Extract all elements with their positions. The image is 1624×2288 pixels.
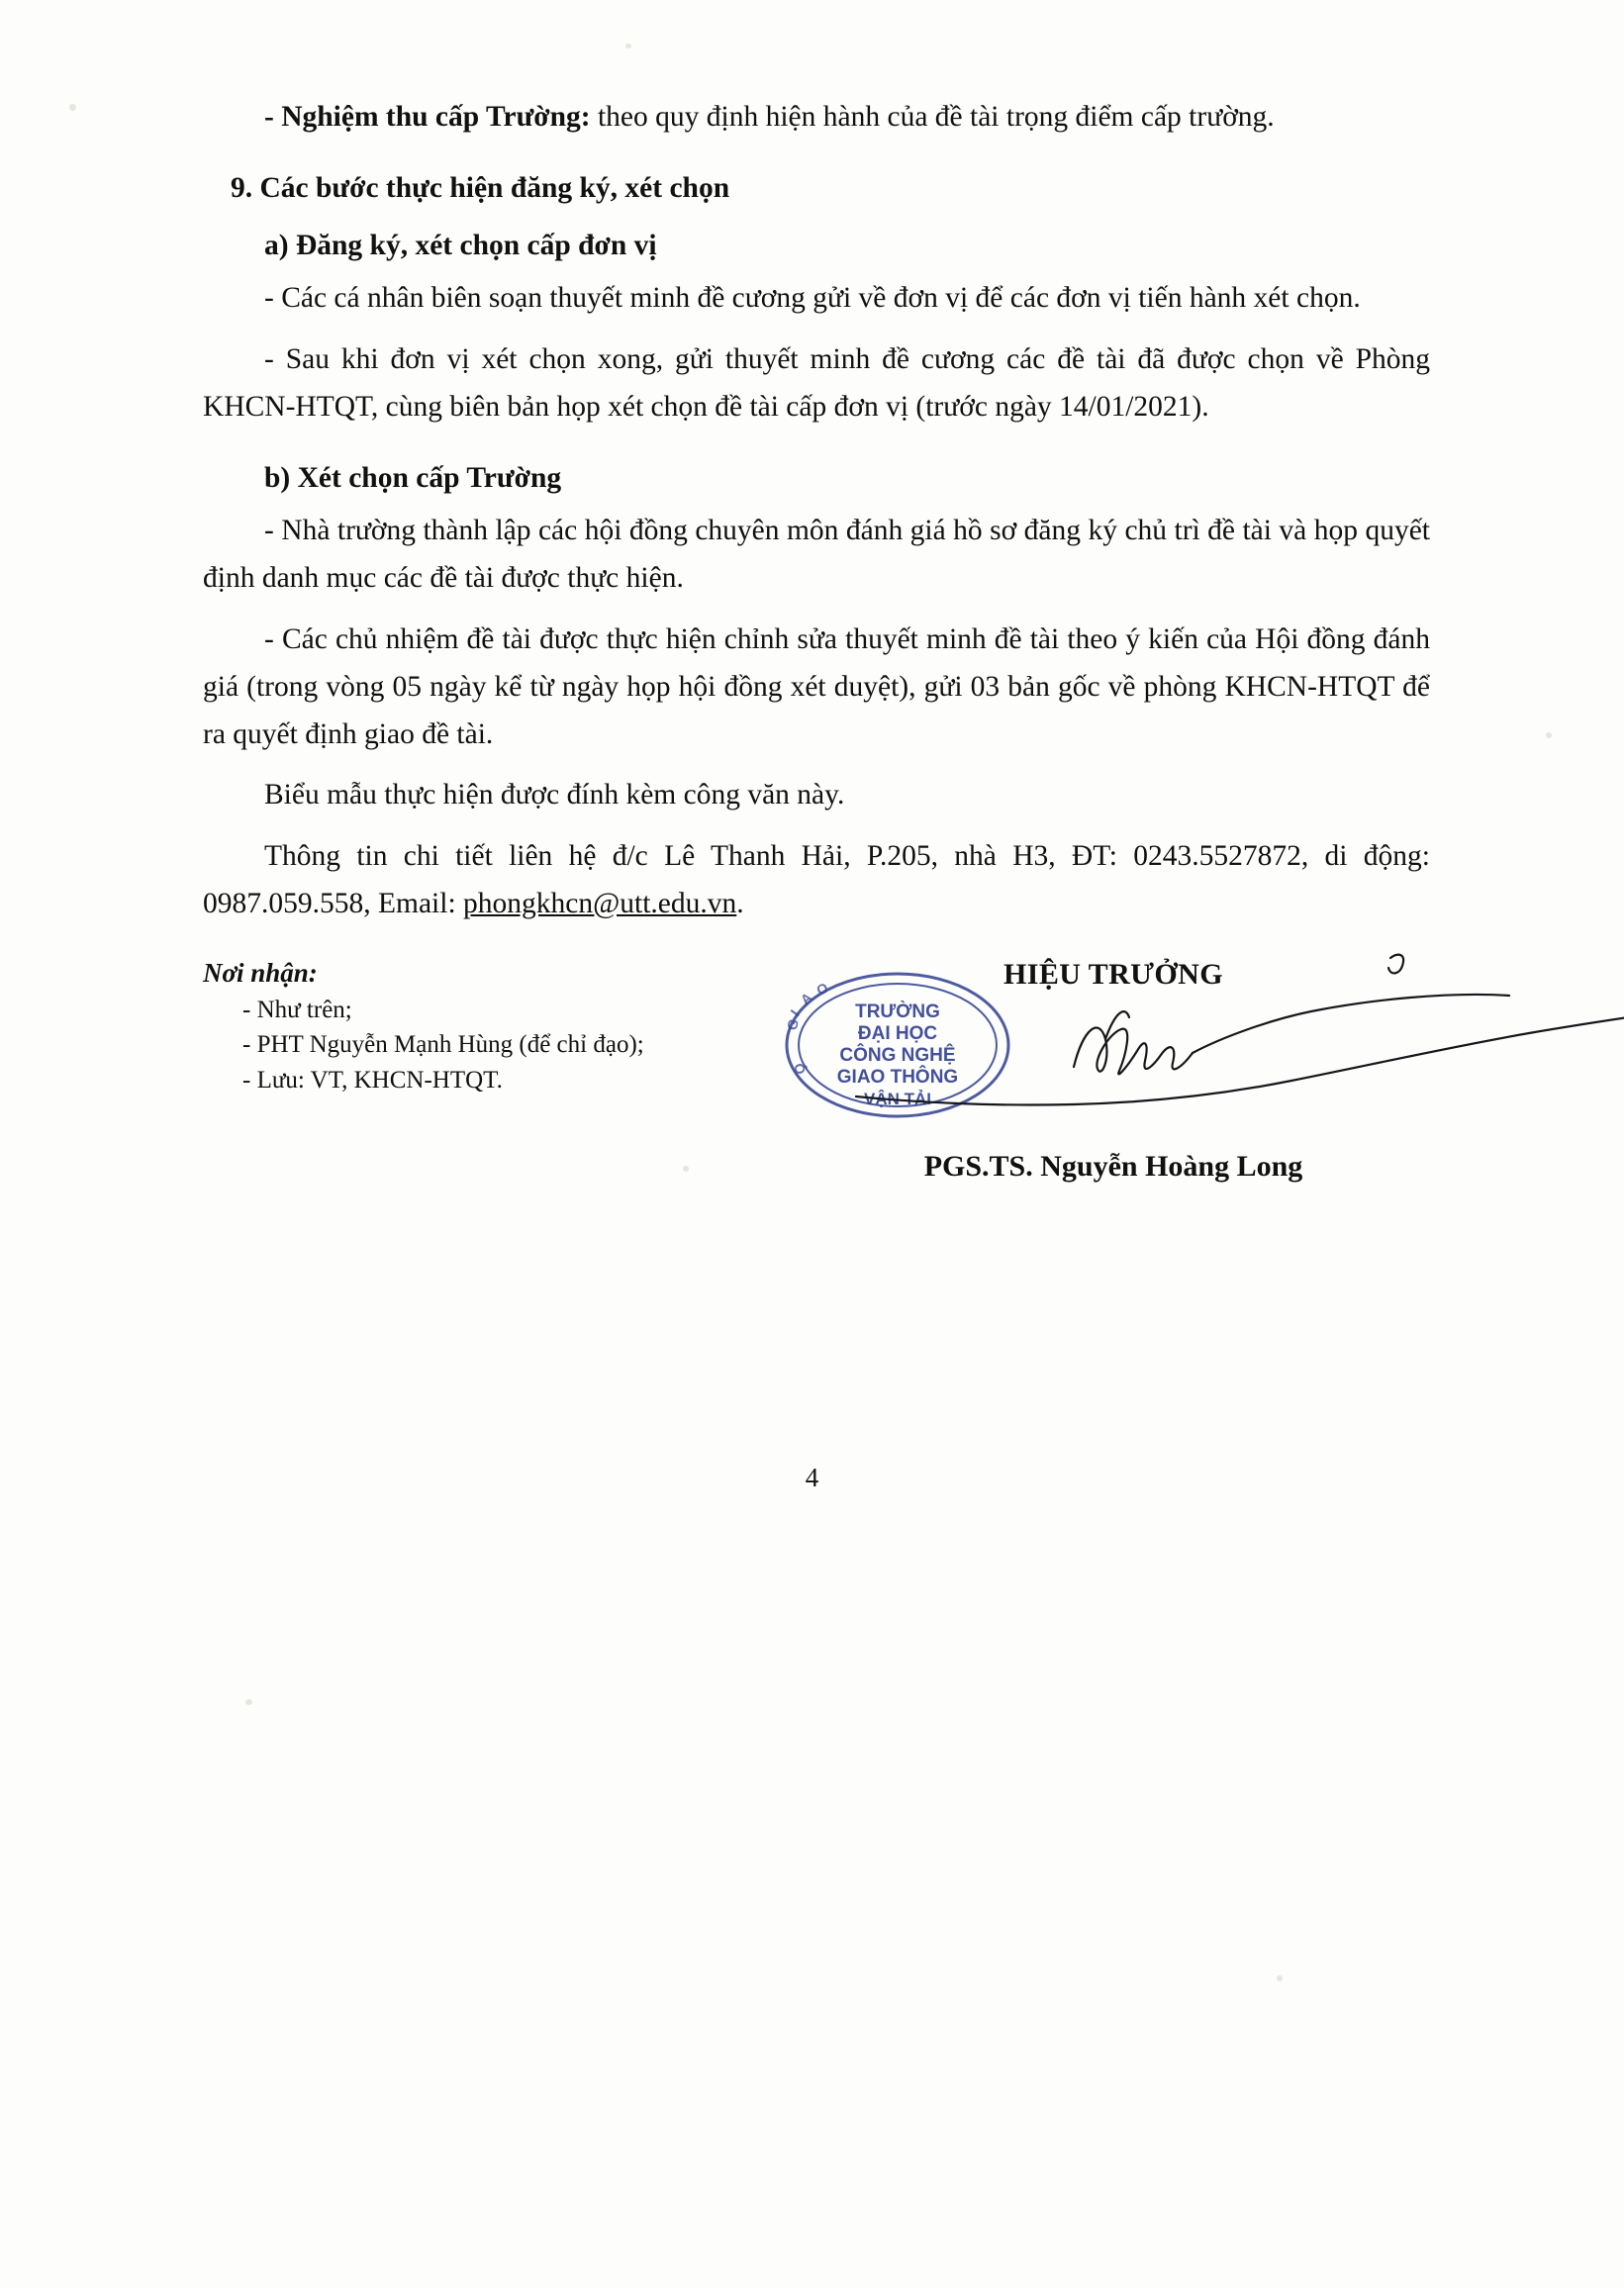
paragraph-b2: - Các chủ nhiệm đề tài được thực hiện chỉnh sửa thuyết minh đề tài theo ý kiến của Hội đồng đánh giá (trong vòng 05 ngày kể từ ngày họp hội đồng xét duyệt), gửi 03 bản gốc về phòng KHCN-HTQT để ra quyết định giao đề tài.	[203, 623, 1430, 750]
list-item: - Lưu: VT, KHCN-HTQT.	[242, 1066, 503, 1094]
signature-block	[203, 958, 1430, 1285]
paragraph-bieu-mau: Biểu mẫu thực hiện được đính kèm công văn này.	[264, 779, 845, 811]
signer-role: HIỆU TRƯỞNG	[1003, 957, 1223, 991]
svg-text:A: A	[797, 989, 815, 1008]
signer-name: PGS.TS. Nguyễn Hoàng Long	[923, 1149, 1303, 1183]
paragraph-a2: - Sau khi đơn vị xét chọn xong, gửi thuyết minh đề cương các đề tài đã được chọn về Phòng KHCN-HTQT, cùng biên bản họp xét chọn đề tài cấp đơn vị (trước ngày 14/01/2021).	[203, 343, 1430, 423]
signer-area	[836, 958, 1390, 1184]
document-body	[203, 94, 1430, 1285]
list-item: - Như trên;	[242, 996, 352, 1023]
seal-line-3: CÔNG NGHỆ	[839, 1044, 956, 1066]
contact-text-before: Thông tin chi tiết liên hệ đ/c Lê Thanh Hải, P.205, nhà H3, ĐT: 0243.5527872, di động: 0987.059.558, Email:	[203, 840, 1430, 919]
subsection-a-heading: a) Đăng ký, xét chọn cấp đơn vị	[264, 229, 657, 261]
seal-line-4: GIAO THÔNG	[836, 1066, 959, 1088]
list-item: - PHT Nguyễn Mạnh Hùng (để chỉ đạo);	[242, 1031, 644, 1059]
seal-line-1: TRƯỜNG	[855, 1001, 940, 1022]
seal-line-2: ĐẠI HỌC	[857, 1022, 938, 1044]
page-number: 4	[805, 1463, 819, 1492]
paragraph-contact	[203, 833, 1430, 928]
contact-text-after: .	[736, 887, 744, 919]
contact-email-link[interactable]: phongkhcn@utt.edu.vn	[463, 887, 737, 919]
seal-line-5: VẬN TẢI	[864, 1089, 931, 1108]
paragraph-nghiem-thu-rest: theo quy định hiện hành của đề tài trọng điểm cấp trường.	[590, 101, 1275, 133]
svg-text:Ô: Ô	[791, 1061, 810, 1077]
recipients-list	[203, 958, 757, 1098]
subsection-b-heading: b) Xét chọn cấp Trường	[264, 461, 562, 494]
recipients-title: Nơi nhận:	[203, 957, 318, 988]
section-9-heading: 9. Các bước thực hiện đăng ký, xét chọn	[231, 171, 730, 204]
svg-text:O: O	[813, 979, 831, 999]
paragraph-nghiem-thu-lead: - Nghiệm thu cấp Trường:	[264, 101, 591, 133]
paragraph-b1: - Nhà trường thành lập các hội đồng chuyên môn đánh giá hồ sơ đăng ký chủ trì đề tài và họp quyết định danh mục các đề tài được thực hiện.	[203, 515, 1430, 595]
svg-text:G: G	[783, 1016, 803, 1032]
svg-text:I: I	[787, 1006, 803, 1019]
paragraph-nghiem-thu	[203, 94, 1430, 142]
paragraph-a1: - Các cá nhân biên soạn thuyết minh đề cương gửi về đơn vị để các đơn vị tiến hành xét chọn.	[264, 282, 1361, 315]
